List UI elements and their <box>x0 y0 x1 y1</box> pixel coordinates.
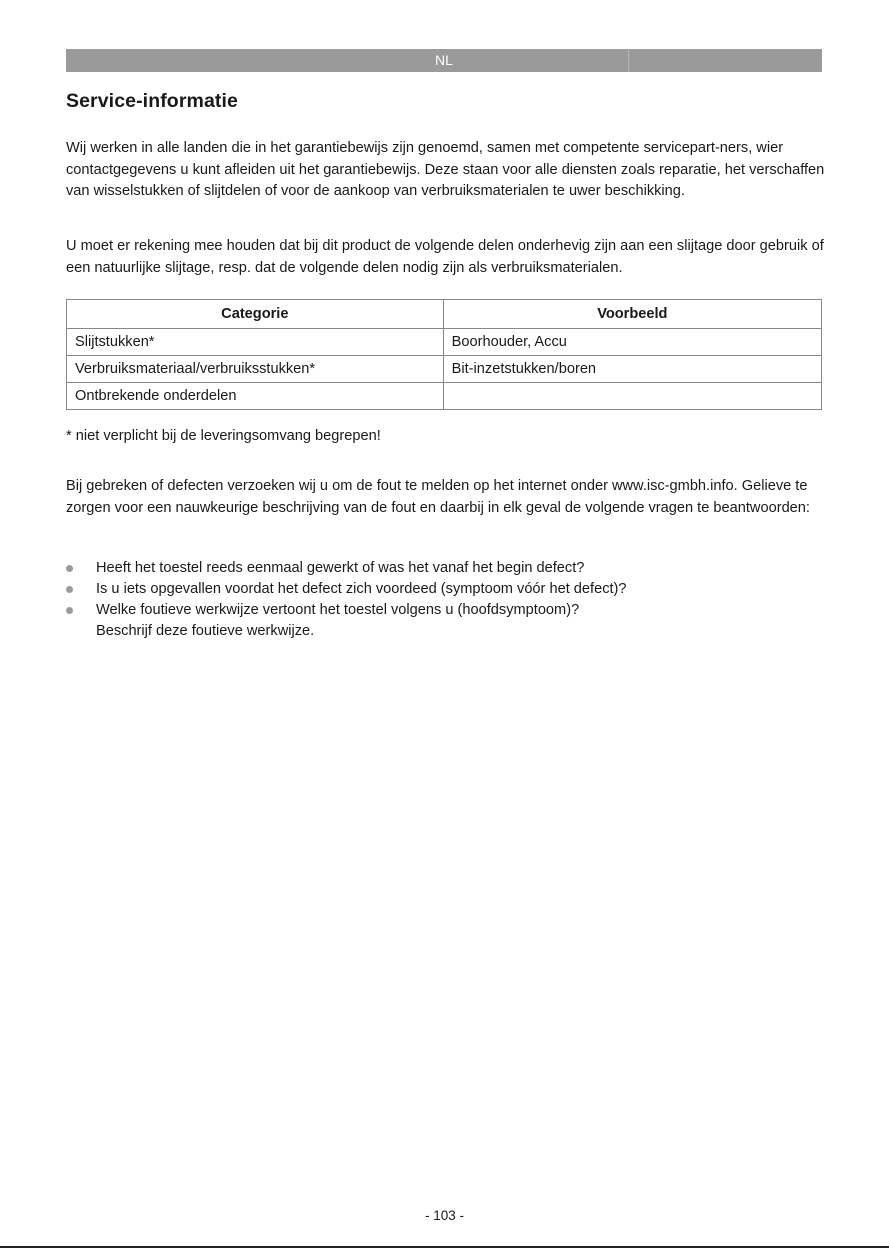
table-cell-example: Boorhouder, Accu <box>443 329 821 356</box>
table-row <box>67 356 822 383</box>
table-cell-example <box>443 383 821 410</box>
list-item <box>66 558 826 579</box>
bottom-rule <box>0 1246 889 1248</box>
question-text: Welke foutieve werkwijze vertoont het toestel volgens u (hoofdsymptoom)? <box>96 602 580 618</box>
questions-list <box>66 558 826 642</box>
intro-paragraph: Wij werken in alle landen die in het garantiebewijs zijn genoemd, samen met competente servicepart-ners, wier contactgegevens u kunt afleiden uit het garantiebewijs. Deze staan voor alle diensten zoals reparatie, het verschaffen van wisselstukken of slijtdelen of voor de aankoop van verbruiksmaterialen te uwer beschikking. <box>66 140 825 199</box>
question-text: Beschrijf deze foutieve werkwijze. <box>96 623 315 639</box>
table-cell-category: Slijtstukken* <box>67 329 444 356</box>
bullet-icon <box>66 607 73 614</box>
list-item <box>66 600 826 621</box>
header-divider <box>628 49 629 72</box>
table-row <box>67 329 822 356</box>
defects-paragraph: Bij gebreken of defecten verzoeken wij u om de fout te melden op het internet onder www.isc-gmbh.info. Gelieve te zorgen voor een nauwkeurige beschrijving van de fout en daarbij in elk geval de volgende vragen te beantwoorden: <box>66 478 810 516</box>
bullet-icon <box>66 586 73 593</box>
column-header-example: Voorbeeld <box>443 300 821 329</box>
table-cell-category: Verbruiksmateriaal/verbruiksstukken* <box>67 356 444 383</box>
table-row <box>67 383 822 410</box>
question-text: Is u iets opgevallen voordat het defect zich voordeed (symptoom vóór het defect)? <box>96 581 627 597</box>
question-text: Heeft het toestel reeds eenmaal gewerkt of was het vanaf het begin defect? <box>96 560 585 576</box>
page-title: Service-informatie <box>66 90 238 112</box>
table-header-row <box>67 300 822 329</box>
wear-paragraph: U moet er rekening mee houden dat bij dit product de volgende delen onderhevig zijn aan een slijtage door gebruik of een natuurlijke slijtage, resp. dat de volgende delen nodig zijn als verbruiksmaterialen. <box>66 238 824 276</box>
list-item-continuation <box>66 621 826 642</box>
language-code: NL <box>435 52 453 68</box>
bullet-icon <box>66 565 73 572</box>
table-cell-category: Ontbrekende onderdelen <box>67 383 444 410</box>
list-item <box>66 579 826 600</box>
parts-table <box>66 299 822 410</box>
language-header-bar <box>66 49 822 72</box>
page-number: - 103 - <box>424 1208 465 1223</box>
table-footnote: * niet verplicht bij de leveringsomvang begrepen! <box>66 428 381 444</box>
table-cell-example: Bit-inzetstukken/boren <box>443 356 821 383</box>
column-header-category: Categorie <box>67 300 444 329</box>
